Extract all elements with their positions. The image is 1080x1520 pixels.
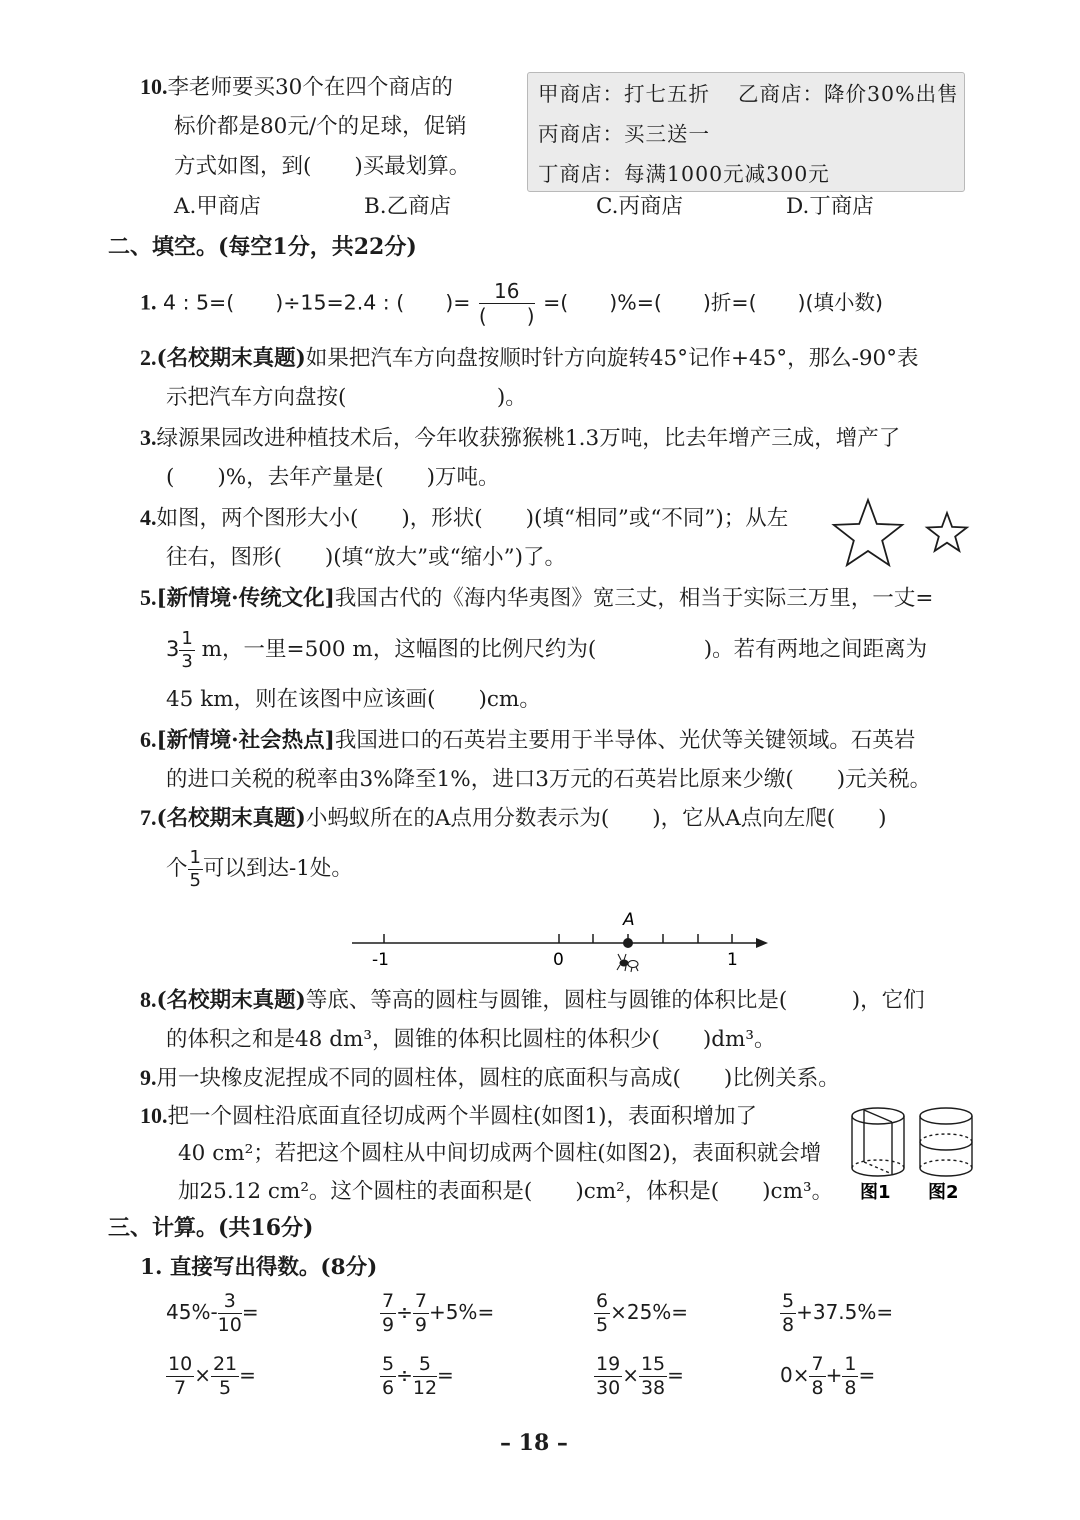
expr1-pre: 45%- <box>166 1300 218 1324</box>
expr4-post: +37.5%= <box>796 1300 894 1324</box>
q1-number: 1. <box>140 289 157 315</box>
ant-leg-1 <box>617 965 620 970</box>
q7-frac-num: 1 <box>189 846 201 868</box>
expr7-frac2 <box>639 1355 667 1398</box>
fig2-label: 图2 <box>928 1182 959 1203</box>
expr6-num2: 5 <box>413 1355 437 1377</box>
calc-expr-1 <box>166 1292 259 1335</box>
fig1-label: 图1 <box>860 1182 891 1203</box>
q8-text1: 等底、等高的圆柱与圆锥，圆柱与圆锥的体积比是( )，它们 <box>305 988 925 1013</box>
q5-tag: [新情境·传统文化] <box>156 586 335 611</box>
q1-part2: =( )%=( )折=( )(填小数) <box>543 290 884 315</box>
page-number: – 18 – <box>500 1430 568 1456</box>
axis-ticks <box>384 934 732 943</box>
expr7-op: × <box>622 1363 639 1387</box>
axis-arrow <box>756 938 768 948</box>
q5-mixed-den: 3 <box>181 650 193 672</box>
promo-box <box>527 72 965 192</box>
q6-tag: [新情境·社会热点] <box>156 728 335 753</box>
expr3-num: 6 <box>596 1290 609 1312</box>
expr4-num: 5 <box>782 1290 795 1312</box>
section3-q1-title: 1. 直接写出得数。(8分) <box>140 1255 378 1280</box>
option-a: A.甲商店 <box>174 194 261 219</box>
q1-fraction <box>479 281 535 326</box>
q7-fraction <box>188 846 203 891</box>
cylinder-fig1 <box>852 1108 904 1176</box>
ant-body <box>620 960 628 966</box>
axis-label-one: 1 <box>727 950 738 970</box>
q2-tag: (名校期末真题) <box>156 346 306 371</box>
q7-text1: 小蚂蚁所在的A点用分数表示为( )，它从A点向左爬( ) <box>305 806 887 831</box>
fig2-bottom-back <box>920 1160 972 1168</box>
q7-tag: (名校期末真题) <box>156 806 306 831</box>
expr5-frac2 <box>211 1355 239 1398</box>
q10-choice-line1 <box>140 72 453 103</box>
q9-number: 9. <box>140 1065 157 1090</box>
expr6-frac2 <box>413 1355 437 1398</box>
fill-q2-line2: 示把汽车方向盘按( )。 <box>166 385 527 410</box>
fig1-bottom-back <box>852 1160 904 1168</box>
q6-text1: 我国进口的石英岩主要用于半导体、光伏等关键领域。石英岩 <box>334 728 916 753</box>
calc-expr-3 <box>594 1292 688 1335</box>
option-b: B.乙商店 <box>364 194 452 219</box>
q1-part1: 4 : 5=( )÷15=2.4 : ( )= <box>163 290 471 315</box>
fig1-bottom-front <box>852 1168 904 1176</box>
q6-number: 6. <box>140 727 157 752</box>
q1-frac-den: ( ) <box>478 304 535 328</box>
expr6-den1: 6 <box>382 1377 395 1399</box>
ant-antenna-left <box>618 954 621 960</box>
expr2-frac1 <box>380 1292 396 1335</box>
q7-number: 7. <box>140 805 157 830</box>
calc-expr-8 <box>780 1355 875 1398</box>
fill-q6-line1 <box>140 725 915 756</box>
fig2-middle-back <box>920 1134 972 1142</box>
point-a-label: A <box>623 910 635 930</box>
expr7-frac1 <box>594 1355 622 1398</box>
fill-q5-line1 <box>140 583 933 614</box>
expr1-post: = <box>241 1300 259 1324</box>
fill-q4-line2: 往右，图形( )(填“放大”或“缩小”)了。 <box>166 545 567 570</box>
expr5-op: × <box>194 1363 211 1387</box>
q10-number: 10. <box>140 74 168 99</box>
axis-label-minus-one: -1 <box>372 950 389 970</box>
fill-q9-line1 <box>140 1063 840 1094</box>
small-star-shape <box>927 513 967 551</box>
calc-expr-5 <box>166 1355 256 1398</box>
q3-text1: 绿源果园改进种植技术后，今年收获猕猴桃1.3万吨，比去年增产三成，增产了 <box>156 426 901 451</box>
expr8-post: = <box>858 1363 876 1387</box>
expr1-num: 3 <box>218 1292 242 1314</box>
expr7-post: = <box>667 1363 684 1387</box>
q10-choice-line3: 方式如图，到( )买最划算。 <box>174 154 471 179</box>
fig1-cut-bottom <box>864 1162 892 1174</box>
q2-number: 2. <box>140 345 157 370</box>
option-d: D.丁商店 <box>786 194 874 219</box>
q7-number-line <box>340 905 780 977</box>
expr4-den: 8 <box>782 1314 795 1336</box>
q8-number: 8. <box>140 987 157 1012</box>
ant-antenna-right <box>624 954 626 960</box>
expr5-num1: 10 <box>168 1353 193 1375</box>
expr3-post: ×25%= <box>610 1300 689 1324</box>
expr2-frac2 <box>413 1292 429 1335</box>
expr2-num2: 7 <box>414 1290 427 1312</box>
expr8-num1: 7 <box>811 1353 824 1375</box>
q4-number: 4. <box>140 505 157 530</box>
expr2-den1: 9 <box>382 1314 395 1336</box>
expr4-frac <box>780 1292 796 1335</box>
fig2-bottom-front <box>920 1168 972 1176</box>
calc-expr-2 <box>380 1292 494 1335</box>
q4-text1: 如图，两个图形大小( )，形状( )(填“相同”或“不同”)；从左 <box>156 506 789 531</box>
fill-q7-line1 <box>140 803 886 834</box>
section3-title: 三、计算。(共16分) <box>108 1215 314 1241</box>
fill-q10-line3: 加25.12 cm²。这个圆柱的表面积是( )cm²，体积是( )cm³。 <box>178 1179 834 1204</box>
expr7-num2: 15 <box>640 1353 666 1375</box>
promo-a: 甲商店：打七五折 <box>538 82 710 106</box>
expr3-frac <box>594 1292 610 1335</box>
expr5-den2: 5 <box>219 1377 232 1399</box>
expr2-num1: 7 <box>382 1290 395 1312</box>
expr6-num1: 5 <box>382 1353 395 1375</box>
cylinder-fig2 <box>920 1108 972 1176</box>
option-c: C.丙商店 <box>596 194 684 219</box>
expr5-num2: 21 <box>212 1353 238 1375</box>
expr8-den1: 8 <box>811 1377 824 1399</box>
fill-q4-line1 <box>140 503 788 534</box>
expr5-den1: 7 <box>174 1377 187 1399</box>
fill-q5-line3: 45 km，则在该图中应该画( )cm。 <box>166 687 541 712</box>
expr3-den: 5 <box>596 1314 609 1336</box>
ant-icon <box>617 954 638 972</box>
expr8-frac2 <box>842 1355 858 1398</box>
section2-title: 二、填空。(每空1分，共22分) <box>108 234 417 260</box>
fill-q3-line1 <box>140 423 900 454</box>
q1-frac-num: 16 <box>479 281 535 304</box>
q4-stars-figure <box>828 496 978 576</box>
fig2-middle-front <box>920 1142 972 1150</box>
fill-q7-line2 <box>166 843 353 895</box>
expr7-den1: 30 <box>596 1377 621 1399</box>
ant-leg-4 <box>636 967 638 971</box>
fill-q10-line2: 40 cm²；若把这个圆柱从中间切成两个圆柱(如图2)，表面积就会增 <box>178 1141 822 1166</box>
fill-q6-line2: 的进口关税的税率由3%降至1%，进口3万元的石英岩比原来少缴( )元关税。 <box>166 767 932 792</box>
promo-d: 丁商店：每满1000元减300元 <box>538 162 830 186</box>
expr7-den2: 38 <box>640 1377 666 1399</box>
q10-choice-line2: 标价都是80元/个的足球，促销 <box>174 114 467 139</box>
q5-number: 5. <box>140 585 157 610</box>
q5-mixed-num: 1 <box>181 627 193 649</box>
expr5-post: = <box>239 1363 256 1387</box>
fill-q3-line2: ( )%，去年产量是( )万吨。 <box>166 465 500 490</box>
q5-mixed-whole: 3 <box>166 637 180 661</box>
fill-q2-line1 <box>140 343 918 374</box>
expr6-op: ÷ <box>396 1363 413 1387</box>
expr8-pre: 0× <box>780 1363 810 1387</box>
q7-text2-pre: 个 <box>166 856 188 881</box>
expr2-den2: 9 <box>414 1314 427 1336</box>
promo-b: 乙商店：降价30%出售 <box>738 82 959 106</box>
q2-text1: 如果把汽车方向盘按顺时针方向旋转45°记作+45°，那么-90°表 <box>305 346 919 371</box>
q10-fill-text1: 把一个圆柱沿底面直径切成两个半圆柱(如图1)，表面积增加了 <box>167 1104 757 1129</box>
ant-abdomen <box>628 961 638 968</box>
expr6-frac1 <box>380 1355 396 1398</box>
expr7-num1: 19 <box>596 1353 621 1375</box>
point-a <box>623 938 633 948</box>
fill-q5-line2 <box>166 623 927 676</box>
q8-tag: (名校期末真题) <box>156 988 306 1013</box>
expr6-post: = <box>437 1363 454 1387</box>
expr8-op: + <box>825 1363 843 1387</box>
q5-text1: 我国古代的《海内华夷图》宽三丈，相当于实际三万里，一丈= <box>334 586 934 611</box>
fill-q8-line1 <box>140 985 925 1016</box>
axis-label-zero: 0 <box>553 950 564 970</box>
calc-expr-6 <box>380 1355 454 1398</box>
calc-expr-4 <box>780 1292 893 1335</box>
q7-text2-post: 可以到达-1处。 <box>202 856 353 881</box>
large-star-shape <box>834 500 902 565</box>
promo-c: 丙商店：买三送一 <box>538 122 710 146</box>
expr2-op: ÷ <box>396 1300 413 1324</box>
q9-text1: 用一块橡皮泥捏成不同的圆柱体，圆柱的底面积与高成( )比例关系。 <box>156 1066 840 1091</box>
fill-q10-line1 <box>140 1101 757 1132</box>
expr8-den2: 8 <box>844 1377 857 1399</box>
q5-text2: m，一里=500 m，这幅图的比例尺约为( )。若有两地之间距离为 <box>194 637 928 662</box>
fill-q1 <box>140 281 883 326</box>
expr6-den2: 12 <box>412 1377 438 1399</box>
fill-q8-line2: 的体积之和是48 dm³，圆锥的体积比圆柱的体积少( )dm³。 <box>166 1027 776 1052</box>
expr1-den: 10 <box>217 1314 242 1336</box>
fig2-top <box>920 1108 972 1124</box>
ant-leg-2 <box>625 966 626 971</box>
q10-text1: 李老师要买30个在四个商店的 <box>167 75 453 100</box>
expr2-post: +5%= <box>428 1300 495 1324</box>
calc-expr-7 <box>594 1355 684 1398</box>
q10-fill-number: 10. <box>140 1103 168 1128</box>
q3-number: 3. <box>140 425 157 450</box>
q7-frac-den: 5 <box>189 869 201 891</box>
expr8-frac1 <box>809 1355 825 1398</box>
expr1-frac <box>218 1292 242 1335</box>
expr8-num2: 1 <box>844 1353 857 1375</box>
q10-cylinders-figure <box>842 1104 982 1204</box>
q5-mixed-fraction <box>179 627 194 672</box>
fig1-cut-top <box>864 1110 892 1122</box>
expr5-frac1 <box>166 1355 194 1398</box>
